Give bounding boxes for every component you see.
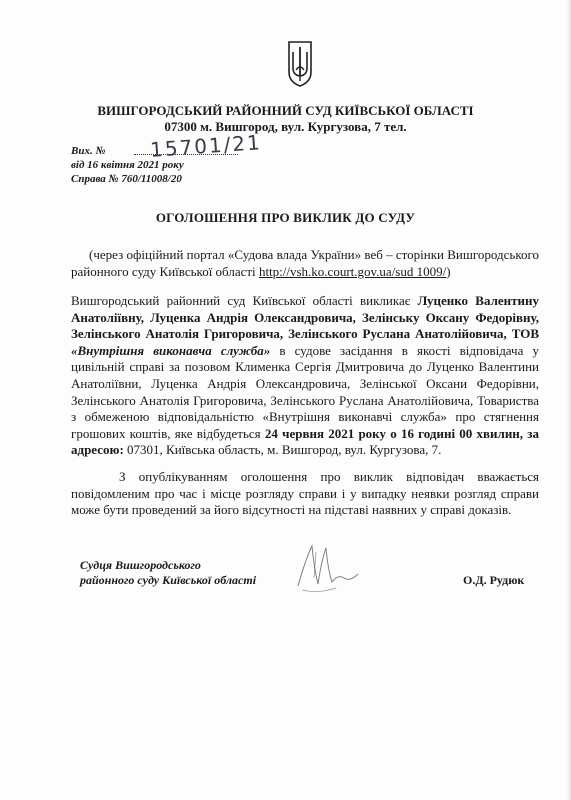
court-address: 07300 м. Вишгород, вул. Кургузова, 7 тел. <box>164 119 407 134</box>
case-number: Справа № 760/11008/20 <box>71 173 182 185</box>
publication-note-text: (через офіційний портал «Судова влада України» веб – сторінки Вишгородського районного суду Київської області <box>71 247 539 279</box>
outgoing-number-handwritten: 15701/21 <box>149 130 263 162</box>
company-name: «Внутрішня виконавча служба» <box>71 342 271 358</box>
summons-paragraph <box>71 293 539 459</box>
defendants-list: Луценко Валентину Анатоліївну, Луценка Андрія Олександровича, Зелінську Оксану Федорівну, Зелінського Анатолія Григоровича, Зелінського Руслана Анатолійовича, ТОВ <box>71 293 540 342</box>
hearing-datetime: 24 червня 2021 року о 16 годині 00 хвилин, за адресою: <box>71 425 540 458</box>
publication-note-close: ) <box>446 263 451 279</box>
document-date: від 16 квітня 2021 року <box>71 159 184 171</box>
judge-name: О.Д. Рудюк <box>463 573 525 587</box>
outgoing-label: Вих. № <box>71 145 106 157</box>
scan-edge-shadow <box>567 0 571 800</box>
judge-title-line1: Судця Вишгородського <box>80 558 201 572</box>
summons-body: в судове засідання в якості відповідача у цивільній справі за позовом Клименка Сергія Дмитровича до Луценко Валентини Анатоліївни, Луценка Андрія Олександровича, Зелінської Оксани Федорівни, Зелінського Анатолія Григоровича, Зелінського Руслана Анатолійовича, Товариства з обмеженою відповідальністю «Внутрішня виконавчі служба» про стягнення грошових коштів, яке відбудеться <box>71 342 539 441</box>
handwritten-signature <box>288 538 368 608</box>
court-website-link[interactable]: http://vsh.ko.court.gov.ua/sud 1009/ <box>258 263 447 279</box>
document-title: ОГОЛОШЕННЯ ПРО ВИКЛИК ДО СУДУ <box>155 210 416 225</box>
court-name: ВИШГОРОДСЬКИЙ РАЙОННИЙ СУД КИЇВСЬКОЇ ОБЛАСТІ <box>97 103 474 118</box>
notice-paragraph: З опублікуванням оголошення про виклик відповідач вважається повідомленим про час і місце розгляду справи і у випадку неявки розгляд справи може бути проведений за його відсутності на підставі наявних у справі доказів. <box>71 469 539 518</box>
coat-of-arms-icon <box>287 40 313 88</box>
hearing-address: 07301, Київська область, м. Вишгород, вул. Кургузова, 7. <box>123 442 442 458</box>
judge-title-line2: районного суду Київської області <box>80 573 257 587</box>
publication-note <box>71 247 539 280</box>
summons-intro: Вишгородський районний суд Київської області викликає <box>71 293 418 308</box>
